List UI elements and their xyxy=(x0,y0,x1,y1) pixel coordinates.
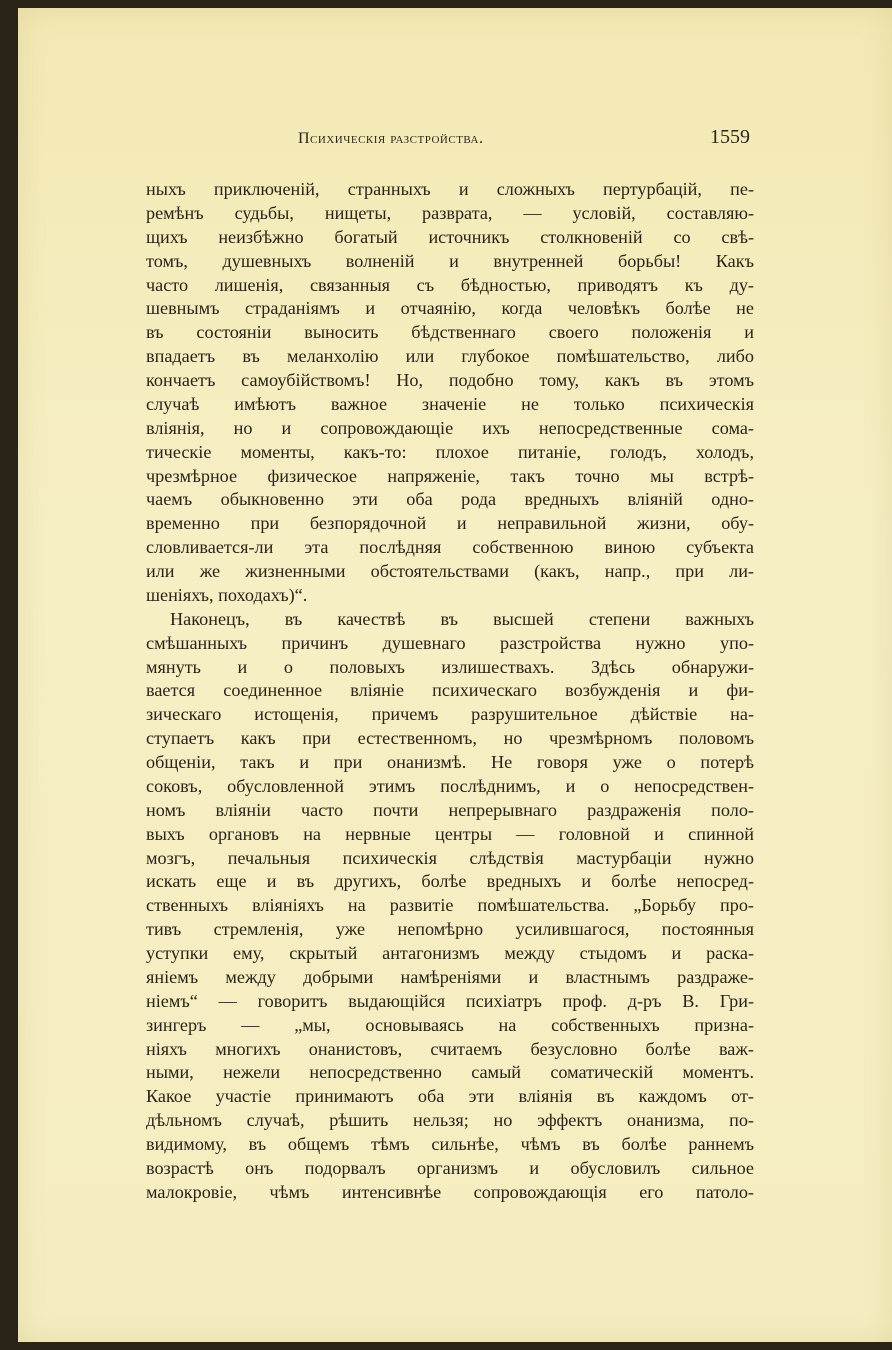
text-line: мозгъ, печальныя психическія слѣдствія мастурбаціи нужно xyxy=(146,847,754,868)
text-line: ныхъ приключеній, странныхъ и сложныхъ пертурбацій, пе- xyxy=(146,179,754,199)
text-line: щихъ неизбѣжно богатый источникъ столкновеній со свѣ- xyxy=(146,226,754,247)
text-line: уступки ему, скрытый антагонизмъ между стыдомъ и раска- xyxy=(146,943,754,963)
text-line: Наконецъ, въ качествѣ въ высшей степени важныхъ xyxy=(170,608,754,629)
text-line: искать еще и въ другихъ, болѣе вредныхъ и болѣе непосред- xyxy=(146,871,754,892)
text-line: вается соединенное вліяніе психическаго возбужденія и фи- xyxy=(146,680,754,701)
page-header xyxy=(18,126,892,156)
paragraph xyxy=(146,178,754,608)
text-line: зингеръ — „мы, основываясь на собственныхъ призна- xyxy=(146,1014,754,1035)
text-line: часто лишенія, связанныя съ бѣдностью, приводятъ къ ду- xyxy=(146,274,754,295)
text-line: ступаетъ какъ при естественномъ, но чрезмѣрномъ половомъ xyxy=(146,728,754,749)
text-line: ніемъ“ — говоритъ выдающійся психіатръ проф. д-ръ В. Гри- xyxy=(146,990,754,1011)
text-line: ственныхъ вліяніяхъ на развитіе помѣшательства. „Борьбу про- xyxy=(146,895,754,916)
text-line: дѣльномъ случаѣ, рѣшить нельзя; но эффектъ онанизма, по- xyxy=(146,1110,754,1131)
text-line: шеніяхъ, походахъ)“. xyxy=(146,584,308,605)
running-head: Психическія разстройства. xyxy=(298,130,484,147)
text-line: ремѣнъ судьбы, нищеты, разврата, — условій, составляю- xyxy=(146,202,754,223)
text-line: номъ вліяніи часто почти непрерывнаго раздраженія поло- xyxy=(146,799,754,820)
text-line: зическаго истощенія, причемъ разрушительное дѣйствіе на- xyxy=(146,704,754,725)
body-text xyxy=(146,178,754,1205)
text-line: или же жизненными обстоятельствами (какъ, напр., при ли- xyxy=(146,561,754,581)
text-line: мянуть и о половыхъ излишествахъ. Здѣсь обнаружи- xyxy=(146,656,754,677)
text-line: впадаетъ въ меланхолію или глубокое помѣшательство, либо xyxy=(146,346,754,367)
text-line: тическіе моменты, какъ-то: плохое питаніе, голодъ, холодъ, xyxy=(146,441,754,462)
text-line: тивъ стремленія, уже непомѣрно усилившагося, постоянныя xyxy=(146,919,754,940)
text-line: яніемъ между добрыми намѣреніями и властнымъ раздраже- xyxy=(146,966,754,987)
text-line: выхъ органовъ на нервные центры — головной и спинной xyxy=(146,823,754,844)
page-number: 1559 xyxy=(710,126,750,148)
text-line: томъ, душевныхъ волненій и внутренней борьбы! Какъ xyxy=(146,250,754,271)
text-line: общеніи, такъ и при онанизмѣ. Не говоря уже о потерѣ xyxy=(146,752,754,772)
book-page xyxy=(18,8,892,1342)
paragraph xyxy=(146,608,754,1205)
text-line: кончаетъ самоубійствомъ! Но, подобно тому, какъ въ этомъ xyxy=(146,370,754,390)
text-line: Какое участіе принимаютъ оба эти вліянія въ каждомъ от- xyxy=(146,1086,754,1107)
text-line: шевнымъ страданіямъ и отчаянію, когда человѣкъ болѣе не xyxy=(146,298,754,319)
text-line: малокровіе, чѣмъ интенсивнѣе сопровождающія его патоло- xyxy=(146,1181,754,1202)
text-line: смѣшанныхъ причинъ душевнаго разстройства нужно упо- xyxy=(146,632,754,653)
text-line: возрастѣ онъ подорвалъ организмъ и обусловилъ сильное xyxy=(146,1157,754,1178)
text-line: временно при безпорядочной и неправильной жизни, обу- xyxy=(146,513,754,534)
text-line: ніяхъ многихъ онанистовъ, считаемъ безусловно болѣе важ- xyxy=(146,1038,754,1059)
text-line: чрезмѣрное физическое напряженіе, такъ точно мы встрѣ- xyxy=(146,465,754,486)
text-line: видимому, въ общемъ тѣмъ сильнѣе, чѣмъ въ болѣе раннемъ xyxy=(146,1134,754,1154)
text-line: чаемъ обыкновенно эти оба рода вредныхъ вліяній одно- xyxy=(146,489,754,510)
text-line: вліянія, но и сопровождающіе ихъ непосредственные сома- xyxy=(146,417,754,438)
text-line: случаѣ имѣютъ важное значеніе не только психическія xyxy=(146,393,754,414)
text-line: словливается-ли эта послѣдняя собственною виною субъекта xyxy=(146,537,754,558)
text-line: ными, нежели непосредственно самый соматическій моментъ. xyxy=(146,1062,754,1083)
text-line: соковъ, обусловленной этимъ послѣднимъ, и о непосредствен- xyxy=(146,775,754,796)
text-line: въ состояніи выносить бѣдственнаго своего положенія и xyxy=(146,322,754,343)
